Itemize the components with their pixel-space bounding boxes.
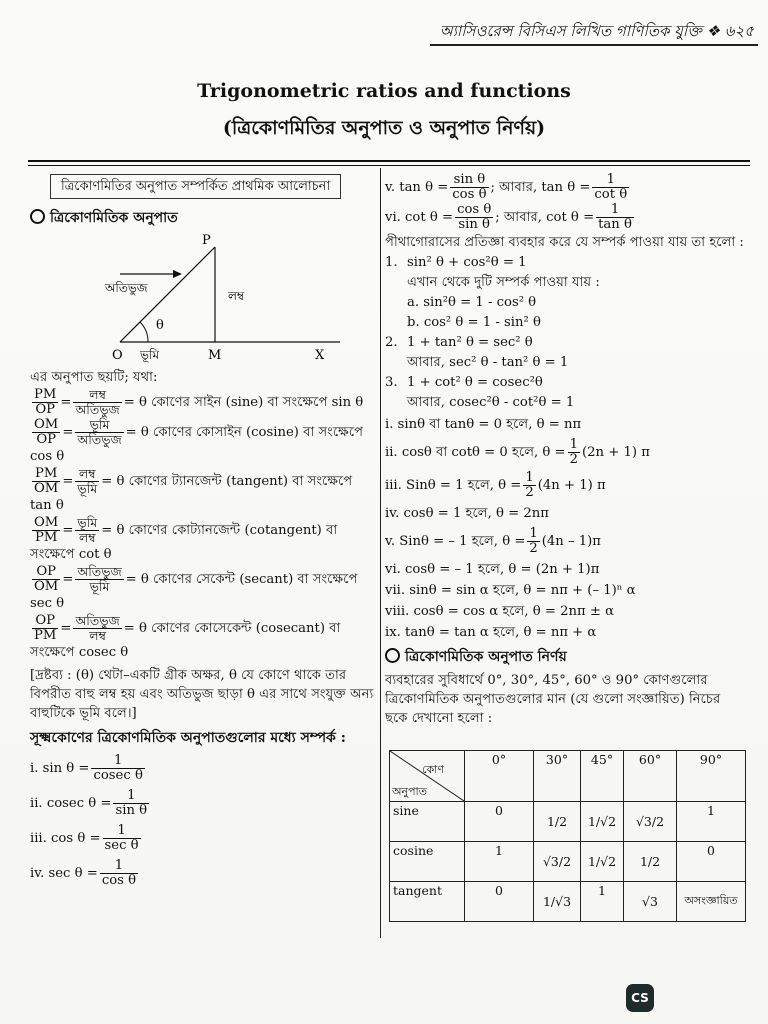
solution-viii: viii. cosθ = cos α হলে, θ = 2nπ ± α [385, 604, 615, 619]
ratio-cotangent: $\frac{OM}{PM}$ = $\frac{\text{ভূমি}}{\text{লম্ব}}$ = θ কোণের কোট্যানজেন্ট (cotangent) বা সংক্ষেপে cot θ [30, 515, 338, 562]
relation-2: ii. cosec θ = $\frac{1}{\text{sin θ}}$ [30, 788, 148, 818]
table-row-label: tangent [390, 882, 465, 922]
table-row [390, 842, 746, 882]
table-row [390, 802, 746, 842]
solution-vi: vi. cosθ = – 1 হলে, θ = (2n + 1)π [385, 562, 600, 577]
ratio-cosine: $\frac{OM}{OP}$ = $\frac{\text{ভূমি}}{\text{অতিভুজ}}$ = θ কোণের কোসাইন (cosine) বা সংক্ষেপে cos θ [30, 417, 364, 464]
box-heading: ত্রিকোণমিতির অনুপাত সম্পর্কিত প্রাথমিক আলোচনা [50, 174, 341, 199]
table-cell: 1/2 [534, 802, 581, 842]
pyth-eq-1a: a. sin²θ = 1 - cos² θ [407, 295, 537, 310]
table-row [390, 882, 746, 922]
table-cell: 1/√2 [581, 842, 624, 882]
corner-label-angle: কোণ [422, 763, 445, 776]
camscanner-logo: CS [626, 984, 654, 1012]
ratio-list [30, 388, 375, 662]
table-header-row [390, 751, 746, 802]
table-cell: √3/2 [534, 842, 581, 882]
values-intro: ব্যবহারের সুবিধার্থে 0°, 30°, 45°, 60° ও 90° কোণগুলোর ত্রিকোণমিতিক অনুপাতগুলোর মান (যে গুলো সংজ্ঞায়িত) নিচের ছকে দেখানো হলো : [385, 673, 721, 726]
column-divider [380, 168, 381, 938]
relation-1: i. sin θ = $\frac{1}{\text{cosec θ}}$ [30, 753, 143, 783]
pyth-eq-2-note: আবার, sec² θ - tan² θ = 1 [407, 355, 569, 370]
pyth-eq-1b: b. cos² θ = 1 - sin² θ [407, 315, 541, 330]
label-perpendicular: লম্ব [228, 289, 245, 303]
solution-iv: iv. cosθ = 1 হলে, θ = 2nπ [385, 506, 549, 521]
table-cell: 1/2 [624, 842, 677, 882]
right-column [385, 172, 745, 729]
table-cell: 1 [677, 802, 746, 842]
table-cell: √3 [624, 882, 677, 922]
table-cell: √3/2 [624, 802, 677, 842]
pyth-eq-3: 3. 1 + cot² θ = cosec²θ [385, 375, 543, 390]
solution-v: v. Sinθ = – 1 হলে, θ = $\frac{1}{2}$ (4n – 1)π [385, 526, 601, 556]
title-rule [28, 160, 750, 162]
table-header-cell: 0° [465, 751, 534, 802]
angle-arc [140, 322, 148, 342]
relation-4: iv. sec θ = $\frac{1}{\text{cos θ}}$ [30, 858, 137, 888]
label-theta: θ [156, 318, 164, 333]
ratio-sine: $\frac{PM}{OP}$ = $\frac{\text{লম্ব}}{\text{অতিভুজ}}$ = θ কোণের সাইন (sine) বা সংক্ষেপে sin θ [34, 387, 364, 417]
identity-cot: vi. cot θ = $\frac{\text{cos θ}}{\text{sin θ}}$ ; আবার, cot θ = $\frac{1}{\text{tan θ}}$ [385, 202, 632, 232]
pyth-eq-1-note: এখান থেকে দুটি সম্পর্ক পাওয়া যায় : [407, 275, 600, 290]
table-cell: 1 [581, 882, 624, 922]
circle-bullet-icon [30, 209, 45, 224]
label-base: ভূমি [140, 348, 160, 362]
table-cell: 0 [465, 802, 534, 842]
ratios-intro: এর অনুপাত ছয়টি; যথা: [30, 370, 158, 385]
section-heading-values: ত্রিকোণমিতিক অনুপাত নির্ণয় [385, 648, 745, 667]
table-corner-cell [390, 751, 465, 802]
header-rule [430, 44, 758, 46]
left-column [30, 174, 375, 894]
table-cell: 1 [465, 842, 534, 882]
table-cell: 0 [677, 842, 746, 882]
label-p: P [202, 233, 211, 248]
pyth-eq-1: 1. sin² θ + cos²θ = 1 [385, 255, 527, 270]
identity-tan: v. tan θ = $\frac{\text{sin θ}}{\text{cos θ}}$ ; আবার, tan θ = $\frac{1}{\text{cot θ}}$ [385, 172, 628, 202]
table-row-label: cosine [390, 842, 465, 882]
table-header-cell: 30° [534, 751, 581, 802]
arrow-head-icon [173, 270, 182, 278]
solution-ii: ii. cosθ বা cotθ = 0 হলে, θ = $\frac{1}{2}$ (2n + 1) π [385, 437, 650, 467]
label-o: O [112, 348, 123, 363]
page-subtitle: (ত্রিকোণমিতির অনুপাত ও অনুপাত নির্ণয়) [222, 117, 546, 139]
circle-bullet-icon [385, 648, 400, 663]
running-header: অ্যাসিওরেন্স বিসিএস লিখিত গাণিতিক যুক্তি ❖ ৬২৫ [439, 22, 754, 40]
table-header-cell: 45° [581, 751, 624, 802]
table-header-cell: 60° [624, 751, 677, 802]
label-x: X [315, 348, 325, 363]
pyth-eq-2: 2. 1 + tan² θ = sec² θ [385, 335, 533, 350]
table-cell: অসংজ্ঞায়িত [677, 882, 746, 922]
solution-i: i. sinθ বা tanθ = 0 হলে, θ = nπ [385, 417, 582, 432]
ratio-cosecant: $\frac{OP}{PM}$ = $\frac{\text{অতিভুজ}}{\text{লম্ব}}$ = θ কোণের কোসেকেন্ট (cosecant) বা সংক্ষেপে cosec θ [30, 613, 341, 660]
page-title: Trigonometric ratios and functions [197, 80, 571, 102]
label-hypotenuse: অতিভুজ [105, 281, 148, 295]
relation-3: iii. cos θ = $\frac{1}{\text{sec θ}}$ [30, 823, 139, 853]
table-cell: 1/√2 [581, 802, 624, 842]
label-m: M [208, 348, 222, 363]
triangle-diagram [60, 232, 360, 367]
table-header-cell: 90° [677, 751, 746, 802]
theta-note: [দ্রষ্টব্য : (θ) থেটা–একটি গ্রীক অক্ষর, θ যে কোণে থাকে তার বিপরীত বাহু লম্ব হয় এবং অতিভুজ ছাড়া θ এর সাথে সংযুক্ত অন্য বাহুটিকে ভূমি বলে।] [30, 668, 374, 721]
pythagoras-intro: পীথাগোরাসের প্রতিজ্ঞা ব্যবহার করে যে সম্পর্ক পাওয়া যায় তা হলো : [385, 235, 744, 250]
table-cell: 0 [465, 882, 534, 922]
section-heading-relations: সূক্ষ্মকোণের ত্রিকোণমিতিক অনুপাতগুলোর মধ্যে সম্পর্ক : [30, 730, 346, 746]
solution-vii: vii. sinθ = sin α হলে, θ = nπ + (– 1)ⁿ α [385, 583, 636, 598]
section-heading-ratios: ত্রিকোণমিতিক অনুপাত [30, 209, 375, 228]
trig-values-table [389, 750, 746, 922]
title-rule-thin [28, 165, 750, 166]
ratio-tangent: $\frac{PM}{OM}$ = $\frac{\text{লম্ব}}{\text{ভূমি}}$ = θ কোণের ট্যানজেন্ট (tangent) বা সংক্ষেপে tan θ [30, 466, 353, 513]
solution-ix: ix. tanθ = tan α হলে, θ = nπ + α [385, 625, 597, 640]
pyth-eq-3-note: আবার, cosec²θ - cot²θ = 1 [407, 395, 575, 410]
table-cell: 1/√3 [534, 882, 581, 922]
solution-iii: iii. Sinθ = 1 হলে, θ = $\frac{1}{2}$ (4n + 1) π [385, 470, 606, 500]
table-row-label: sine [390, 802, 465, 842]
corner-label-ratio: অনুপাত [392, 785, 428, 798]
ratio-secant: $\frac{OP}{OM}$ = $\frac{\text{অতিভুজ}}{\text{ভূমি}}$ = θ কোণের সেকেন্ট (secant) বা সংক্ষেপে sec θ [30, 564, 358, 611]
